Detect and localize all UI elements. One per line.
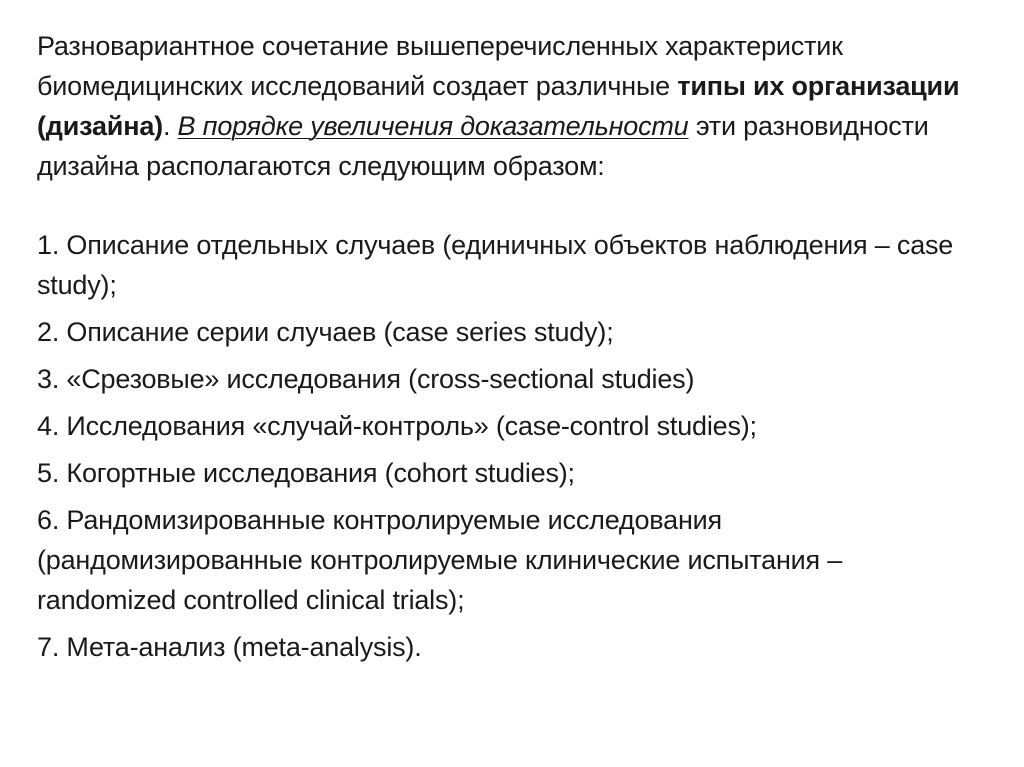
intro-text-1: Разновариантное сочетание вышеперечисленных характеристик биомедицинских исследований создает различные bbox=[37, 31, 843, 101]
list-item: 6. Рандомизированные контролируемые исследования (рандомизированные контролируемые клинические испытания – randomized controlled clinical trials); bbox=[37, 505, 843, 615]
design-types-list bbox=[37, 225, 987, 667]
intro-text-2: . bbox=[162, 111, 178, 141]
intro-emphasis-text: В порядке увеличения доказательности bbox=[177, 111, 689, 141]
list-item: 1. Описание отдельных случаев (единичных объектов наблюдения – case study); bbox=[37, 230, 954, 300]
intro-paragraph bbox=[37, 26, 987, 186]
intro-bold-text: типы их организации (дизайна) bbox=[37, 71, 960, 141]
list-item: 7. Мета-анализ (meta-analysis). bbox=[37, 632, 422, 662]
slide-content bbox=[37, 26, 987, 674]
list-item: 2. Описание серии случаев (case series study); bbox=[37, 317, 614, 347]
intro-text-3: эти разновидности дизайна располагаются следующим образом: bbox=[37, 111, 929, 181]
list-item: 3. «Срезовые» исследования (cross-sectional studies) bbox=[37, 364, 695, 394]
list-item: 4. Исследования «случай-контроль» (case-control studies); bbox=[37, 411, 757, 441]
list-item: 5. Когортные исследования (cohort studies); bbox=[37, 458, 575, 488]
